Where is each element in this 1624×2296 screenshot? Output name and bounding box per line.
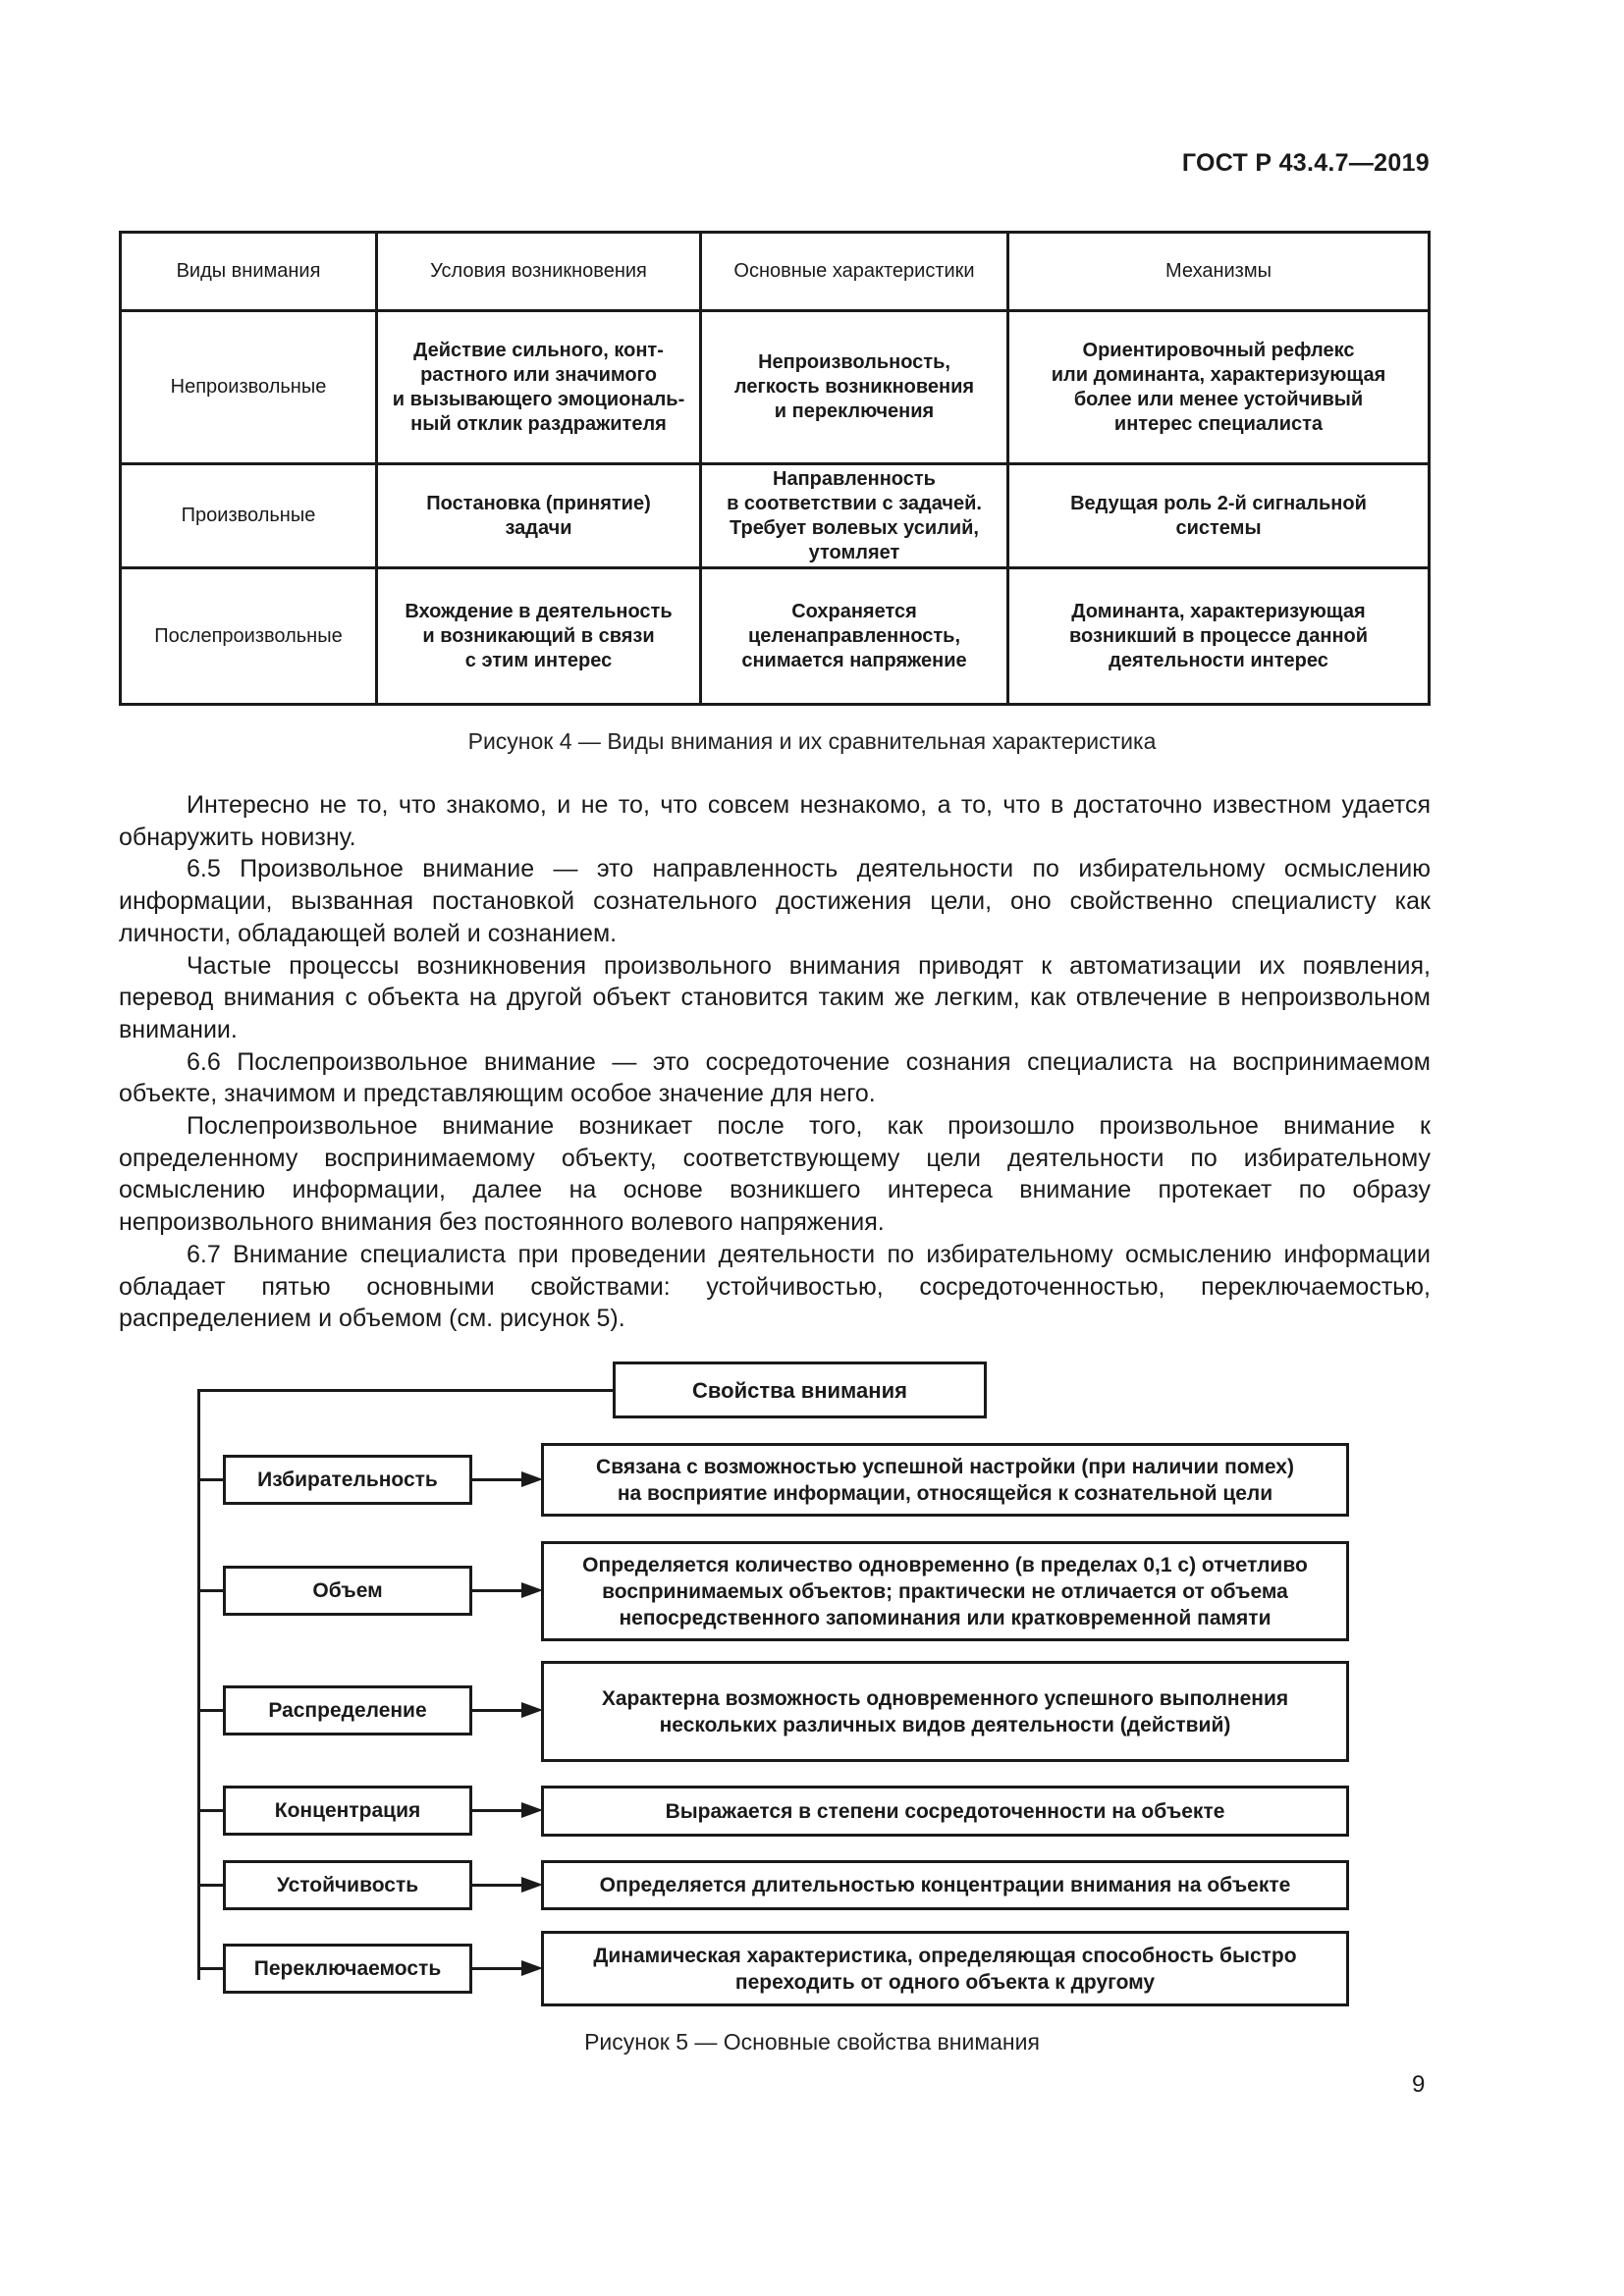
description-box: Определяется длительностью концентрации внимания на объекте: [541, 1860, 1349, 1910]
attention-type-cell: Произвольные: [121, 464, 377, 568]
arrow-shaft: [472, 1884, 523, 1887]
description-box: Определяется количество одновременно (в пределах 0,1 с) отчетливо воспринимаемых объектов; практически не отличается от объема непосредственного запоминания или кратковременной памяти: [541, 1541, 1349, 1641]
characteristics-cell: Направленность в соответствии с задачей. Требует волевых усилий, утомляет: [701, 464, 1008, 568]
arrow-head: [521, 1471, 543, 1487]
figure-4-table: [119, 231, 1431, 706]
arrow-head: [521, 1582, 543, 1598]
branch-connector: [197, 1589, 225, 1592]
branch-connector: [197, 1478, 225, 1481]
paragraph: Интересно не то, что знакомо, и не то, что совсем незнакомо, а то, что в достаточно известном удается обнаружить новизну.: [119, 791, 1431, 851]
column-header: Основные характеристики: [701, 233, 1008, 311]
diagram-title-connector: [197, 1389, 615, 1392]
property-box-distribution: Распределение: [223, 1685, 472, 1735]
column-header: Условия возникновения: [377, 233, 701, 311]
arrow-head: [521, 1877, 543, 1893]
conditions-cell: Вхождение в деятельность и возникающий в связи с этим интерес: [377, 568, 701, 705]
column-header: Виды внимания: [121, 233, 377, 311]
arrow-shaft: [472, 1478, 523, 1481]
paragraph: Частые процессы возникновения произвольного внимания приводят к автоматизации их появления, перевод внимания с объекта на другой объект становится таким же легким, как отвлечение в непроизвольном внимании.: [119, 951, 1431, 1043]
column-header: Механизмы: [1008, 233, 1430, 311]
branch-connector: [197, 1709, 225, 1712]
characteristics-cell: Непроизвольность, легкость возникновения и переключения: [701, 311, 1008, 464]
description-box: Динамическая характеристика, определяющая способность быстро переходить от одного объекта к другому: [541, 1931, 1349, 2006]
arrow-shaft: [472, 1809, 523, 1812]
table-row: [121, 464, 1430, 568]
mechanisms-cell: Доминанта, характеризующая возникший в процессе данной деятельности интерес: [1008, 568, 1430, 705]
arrow-shaft: [472, 1709, 523, 1712]
arrow-shaft: [472, 1967, 523, 1970]
arrow-head: [521, 1702, 543, 1718]
attention-type-cell: Послепроизвольные: [121, 568, 377, 705]
branch-connector: [197, 1809, 225, 1812]
diagram-spine: [197, 1389, 200, 1980]
document-code: ГОСТ Р 43.4.7—2019: [1181, 149, 1430, 177]
conditions-cell: Действие сильного, конт- растного или значимого и вызывающего эмоциональ- ный отклик раздражителя: [377, 311, 701, 464]
mechanisms-cell: Ведущая роль 2-й сигнальной системы: [1008, 464, 1430, 568]
table-row: [121, 568, 1430, 705]
description-box: Выражается в степени сосредоточенности на объекте: [541, 1786, 1349, 1837]
description-box: Характерна возможность одновременного успешного выполнения нескольких различных видов деятельности (действий): [541, 1661, 1349, 1762]
conditions-cell: Постановка (принятие) задачи: [377, 464, 701, 568]
arrow-shaft: [472, 1589, 523, 1592]
table-header-row: [121, 233, 1430, 311]
figure-5-caption: Рисунок 5 — Основные свойства внимания: [584, 2029, 1040, 2055]
property-box-concentration: Концентрация: [223, 1786, 472, 1836]
description-box: Связана с возможностью успешной настройки (при наличии помех) на восприятие информации, относящейся к сознательной цели: [541, 1443, 1349, 1517]
property-box-volume: Объем: [223, 1566, 472, 1616]
page-number: 9: [1412, 2071, 1426, 2098]
property-box-stability: Устойчивость: [223, 1860, 472, 1910]
paragraph: 6.7 Внимание специалиста при проведении деятельности по избирательному осмыслению информации обладает пятью основными свойствами: устойчивостью, сосредоточенностью, переключаемостью, распределением и объемом (см. рисунок 5).: [119, 1240, 1431, 1333]
body-text: [119, 789, 1431, 1335]
attention-properties-title-box: Свойства внимания: [613, 1362, 987, 1418]
property-box-selectivity: Избирательность: [223, 1455, 472, 1505]
arrow-head: [521, 1960, 543, 1976]
paragraph: 6.6 Послепроизвольное внимание — это сосредоточение сознания специалиста на воспринимаемом объекте, значимом и представляющим особое значение для него.: [119, 1047, 1431, 1108]
characteristics-cell: Сохраняется целенаправленность, снимается напряжение: [701, 568, 1008, 705]
table-row: [121, 311, 1430, 464]
attention-type-cell: Непроизвольные: [121, 311, 377, 464]
branch-connector: [197, 1884, 225, 1887]
paragraph: 6.5 Произвольное внимание — это направленность деятельности по избирательному осмыслению информации, вызванная постановкой сознательного достижения цели, оно свойственно специалисту как личности, обладающей волей и сознанием.: [119, 855, 1431, 947]
arrow-head: [521, 1802, 543, 1818]
property-box-switchability: Переключаемость: [223, 1944, 472, 1994]
branch-connector: [197, 1967, 225, 1970]
paragraph: Послепроизвольное внимание возникает после того, как произошло произвольное внимание к определенному воспринимаемому объекту, соответствующему цели деятельности по избирательному осмыслению информации, далее на основе возникшего интереса внимание протекает по образу непроизвольного внимания без постоянного волевого напряжения.: [119, 1112, 1431, 1237]
mechanisms-cell: Ориентировочный рефлекс или доминанта, характеризующая более или менее устойчивый интерес специалиста: [1008, 311, 1430, 464]
figure-4-caption: Рисунок 4 — Виды внимания и их сравнительная характеристика: [467, 728, 1157, 754]
